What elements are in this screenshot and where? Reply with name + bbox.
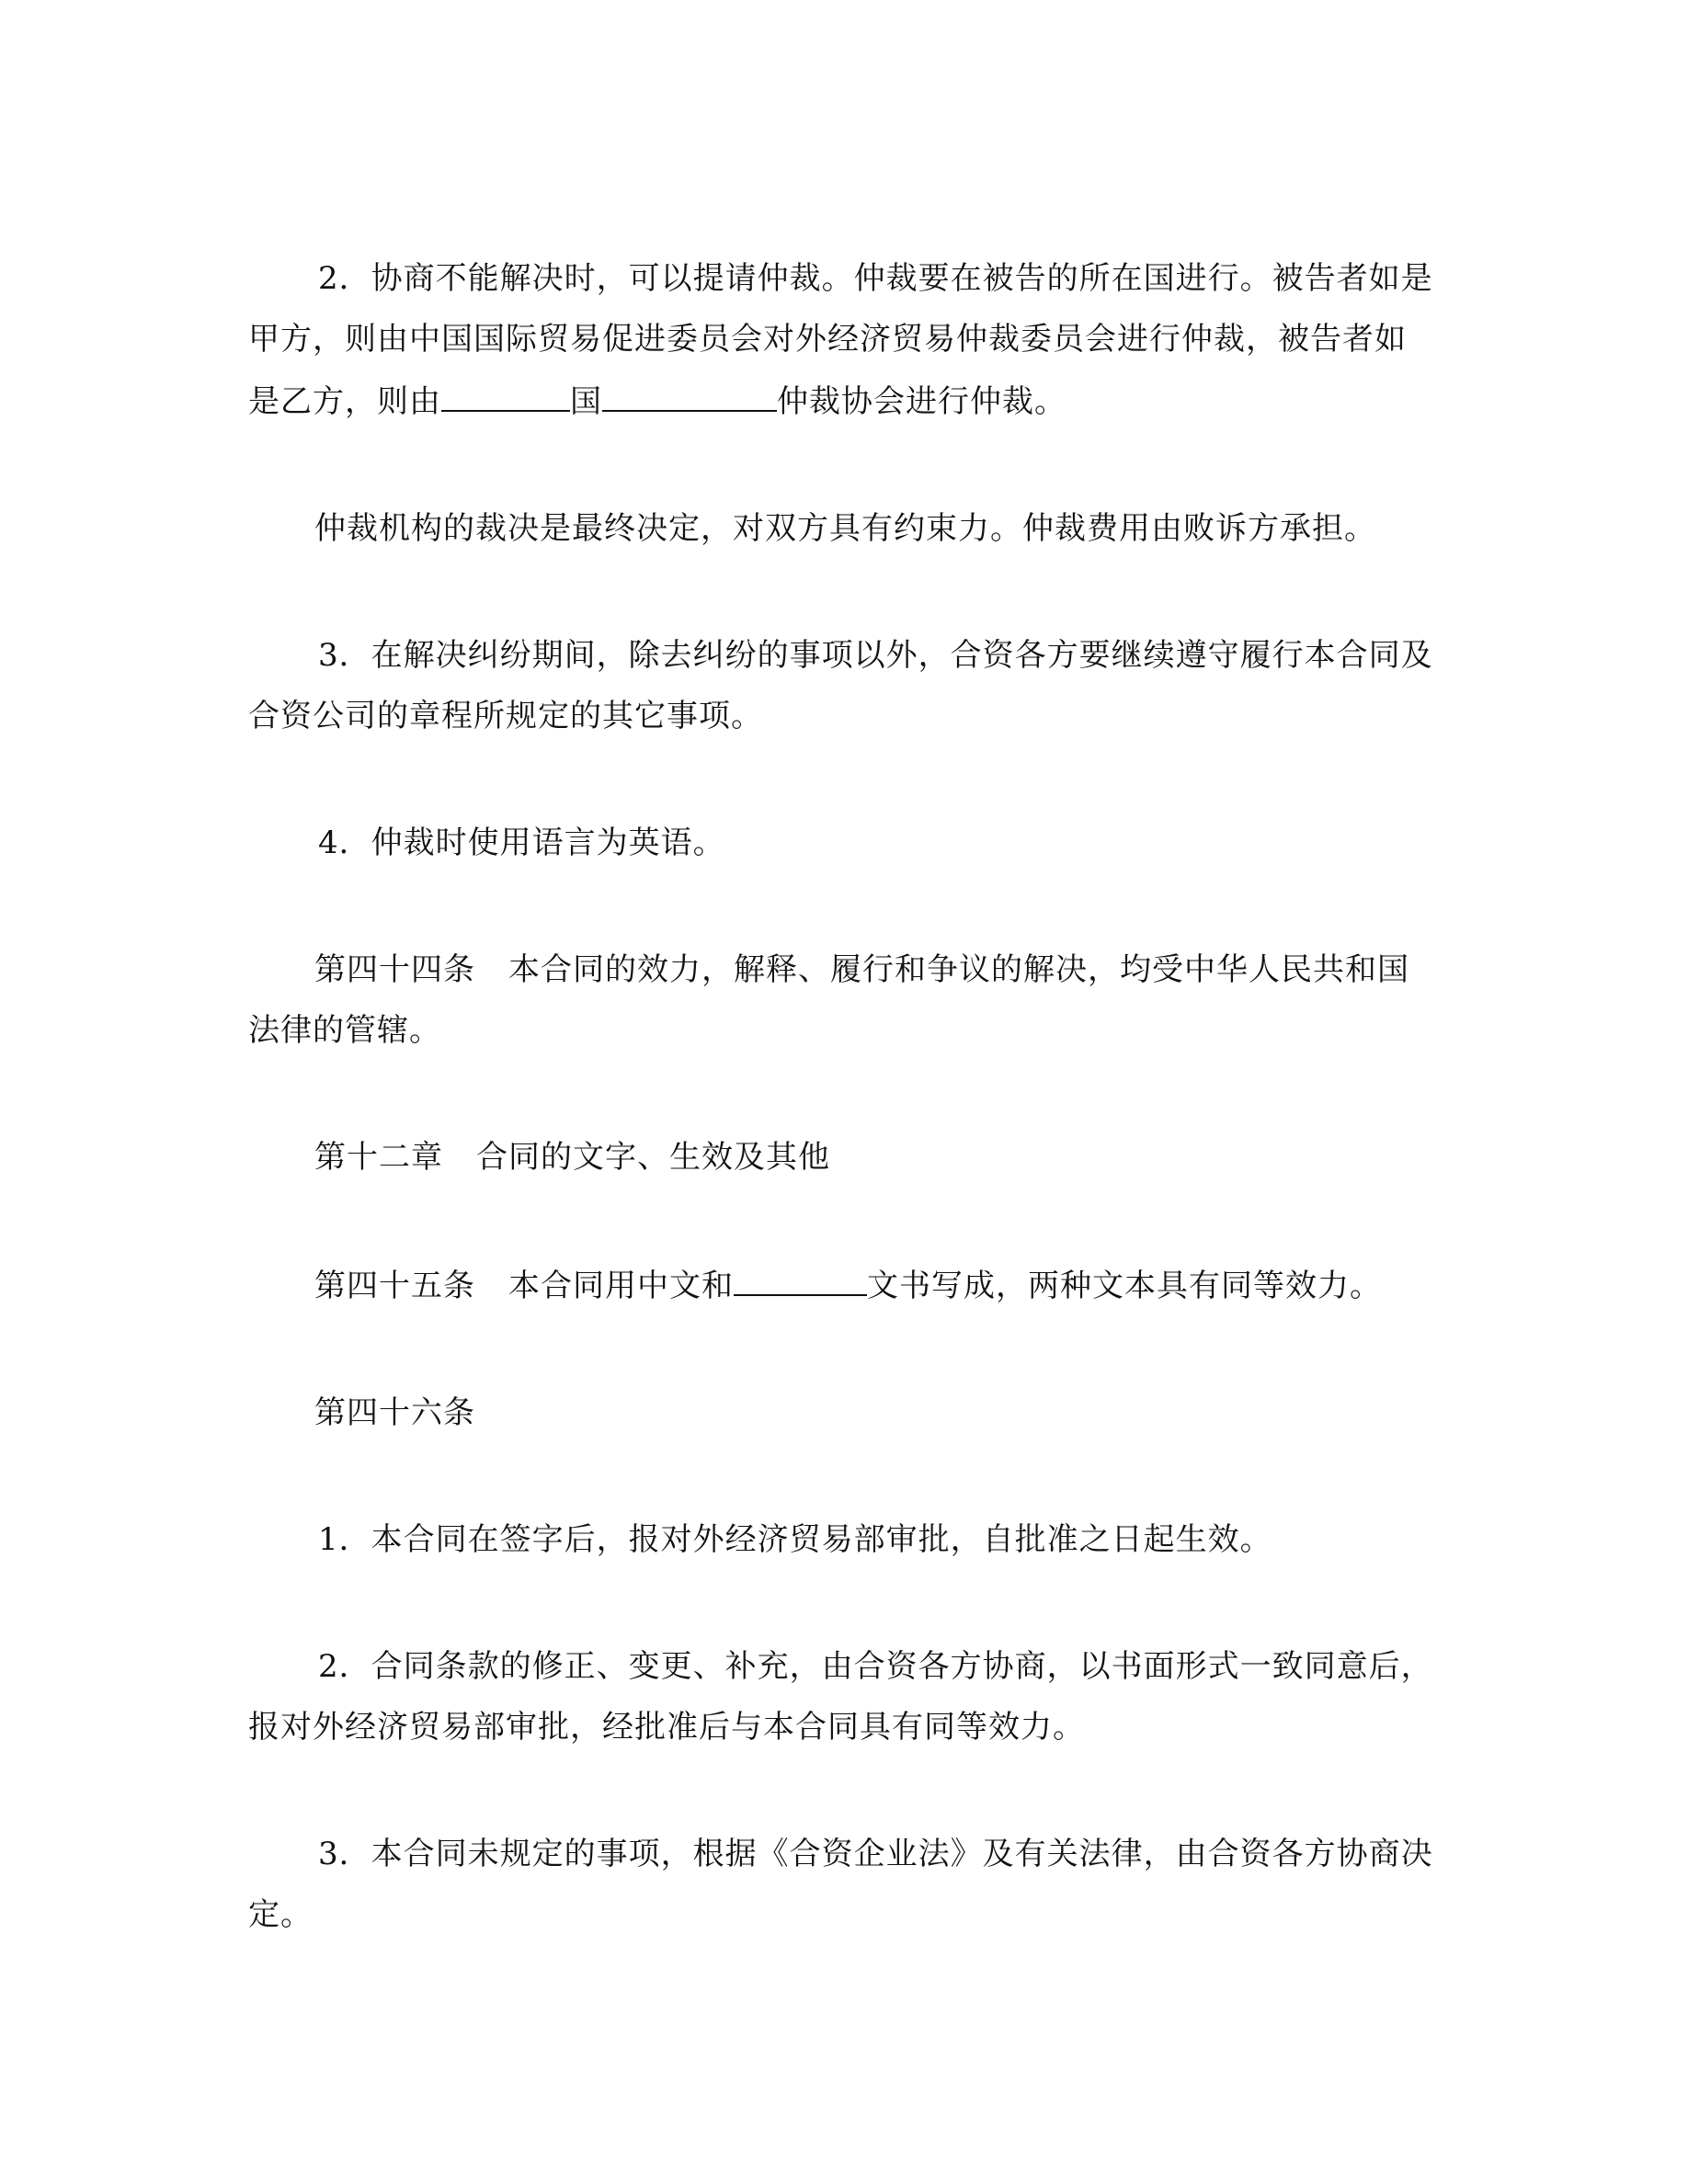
article-44: [248, 939, 1434, 1061]
chapter-12-number: 第十二章: [314, 1139, 443, 1176]
article-44-text: 本合同的效力，解释、履行和争议的解决，均受中华人民共和国法律的管辖。: [248, 951, 1409, 1049]
blank-language-field: [734, 1254, 867, 1296]
arbitration-2-text-c: 仲裁协会进行仲裁。: [777, 383, 1066, 420]
paragraph-46-3: 3．本合同未规定的事项，根据《合资企业法》及有关法律，由合资各方协商决定。: [248, 1836, 1433, 1933]
paragraph-arbitration-3: 3．在解决纠纷期间，除去纠纷的事项以外，合资各方要继续遵守履行本合同及合资公司的章程所规定的其它事项。: [248, 637, 1433, 734]
paragraph-arbitration-2: [248, 248, 1434, 432]
article-44-number: 第四十四条: [314, 951, 475, 988]
article-45-number: 第四十五条: [314, 1268, 475, 1304]
document-page: [248, 248, 1434, 1945]
paragraph-46-2: 2．合同条款的修正、变更、补充，由合资各方协商，以书面形式一致同意后，报对外经济贸易部审批，经批准后与本合同具有同等效力。: [248, 1648, 1433, 1746]
arbitration-2-text-b: 国: [570, 383, 602, 420]
arbitration-2-text-a: 2．协商不能解决时，可以提请仲裁。仲裁要在被告的所在国进行。被告者如是甲方，则由中国国际贸易促进委员会对外经济贸易仲裁委员会进行仲裁，被告者如是乙方，则由: [248, 260, 1433, 420]
paragraph-arbitration-award: 仲裁机构的裁决是最终决定，对双方具有约束力。仲裁费用由败诉方承担。: [314, 510, 1376, 547]
article-46-heading: 第四十六条: [314, 1394, 475, 1431]
chapter-12-title: 合同的文字、生效及其他: [476, 1139, 830, 1176]
paragraph-46-1: 1．本合同在签字后，报对外经济贸易部审批，自批准之日起生效。: [318, 1521, 1272, 1558]
article-45: [248, 1254, 1434, 1316]
chapter-12-heading: [248, 1127, 1434, 1188]
paragraph-arbitration-4: 4．仲裁时使用语言为英语。: [318, 825, 725, 861]
blank-arbitration-body-field: [602, 370, 777, 412]
blank-country-field: [441, 370, 570, 412]
article-45-text-a: 本合同用中文和: [508, 1268, 734, 1304]
article-45-text-b: 文书写成，两种文本具有同等效力。: [867, 1268, 1382, 1304]
